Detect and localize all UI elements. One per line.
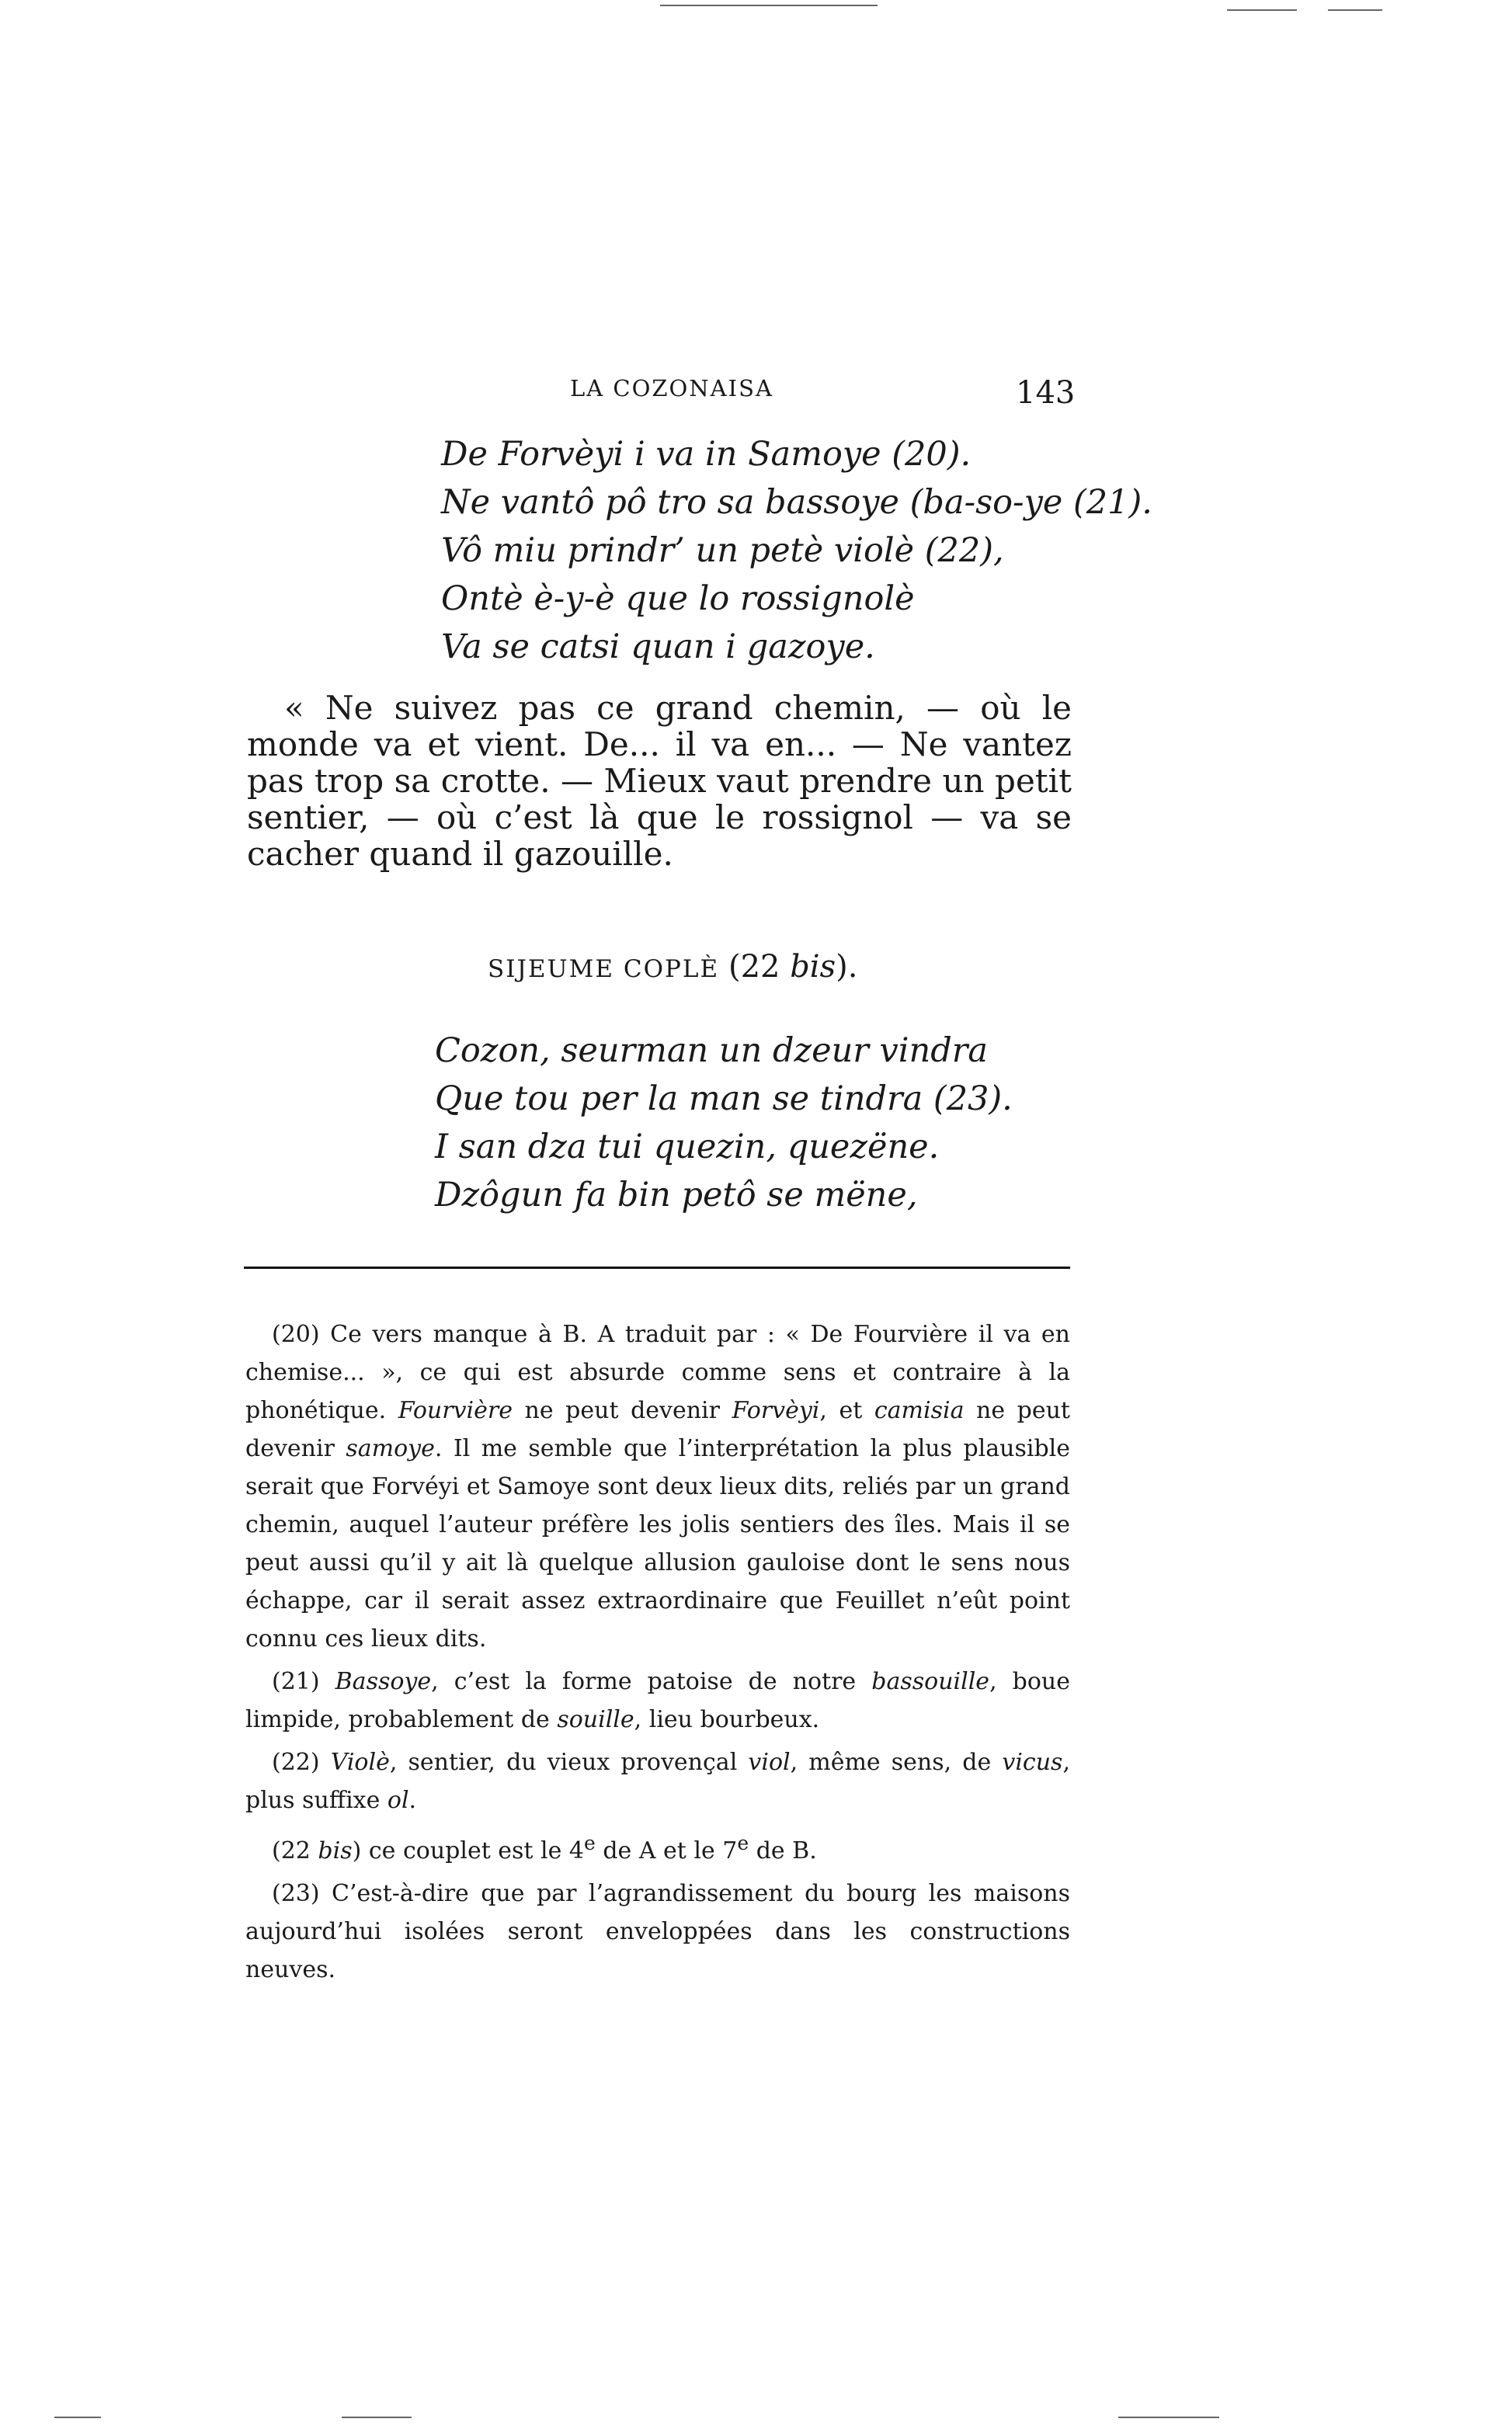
footnote-22-bis-part: de A et le 7 bbox=[595, 1837, 738, 1864]
footnote-22-bis-part: de B. bbox=[749, 1837, 817, 1864]
verse-line: Cozon, seurman un dzeur vindra bbox=[435, 1031, 988, 1070]
scan-artifact-top-1 bbox=[660, 5, 878, 6]
footnote-21-part: , c’est la forme patoise de notre bbox=[431, 1668, 872, 1695]
footnote-22-part: (22) bbox=[272, 1749, 331, 1776]
footnote-21-part: , lieu bourbeux. bbox=[634, 1706, 820, 1733]
scan-artifact-top-3 bbox=[1328, 9, 1382, 11]
footnote-20-term: camisia bbox=[874, 1397, 965, 1424]
footnote-22-bis-superscript: e bbox=[737, 1832, 749, 1854]
footnote-rule bbox=[244, 1267, 1070, 1269]
footnote-22 bbox=[245, 1743, 1070, 1819]
verse-line: Va se catsi quan i gazoye. bbox=[441, 627, 875, 666]
footnote-22-part: . bbox=[408, 1787, 417, 1814]
footnote-20 bbox=[245, 1315, 1070, 1658]
footnote-22-bis-superscript: e bbox=[584, 1832, 596, 1854]
footnotes bbox=[245, 1315, 1070, 1993]
footnote-22-bis-term: bis bbox=[318, 1837, 353, 1864]
scan-artifact-bottom-2 bbox=[342, 2417, 412, 2418]
footnote-22-bis-part: ) ce couplet est le 4 bbox=[352, 1837, 584, 1864]
footnote-21-term: Bassoye bbox=[335, 1668, 432, 1695]
footnote-22-term: ol bbox=[387, 1787, 409, 1814]
footnote-22-bis bbox=[245, 1824, 1070, 1870]
footnote-22-term: viol bbox=[748, 1749, 791, 1776]
footnote-22-part: , même sens, de bbox=[790, 1749, 1003, 1776]
scan-artifact-top-2 bbox=[1227, 9, 1297, 11]
verse-line: Ontè è-y-è que lo rossignolè bbox=[441, 579, 915, 618]
section-heading-close: ). bbox=[836, 949, 858, 985]
footnote-20-term: Forvèyi bbox=[732, 1397, 820, 1424]
footnote-20-part: ne peut devenir bbox=[245, 1397, 1070, 1462]
translation-text: « Ne suivez pas ce grand chemin, — où le monde va et vient. De... il va en... — Ne vantez pas trop sa crotte. — Mieux vaut prendre un petit sentier, — où c’est là que le rossignol — va se cacher quand il gazouille. bbox=[247, 689, 1072, 873]
verse-line: Dzôgun fa bin petô se mëne, bbox=[435, 1176, 918, 1215]
footnote-22-term: Violè bbox=[330, 1749, 390, 1776]
section-heading-title: SIJEUME COPLÈ bbox=[488, 955, 720, 983]
footnote-21-term: souille bbox=[557, 1706, 634, 1733]
translation-paragraph bbox=[247, 690, 1072, 872]
scan-artifact-bottom-1 bbox=[54, 2417, 101, 2418]
footnote-21-term: bassouille bbox=[871, 1668, 990, 1695]
footnote-20-part: ne peut devenir bbox=[512, 1397, 732, 1424]
verse-line: Ne vantô pô tro sa bassoye (ba-so-ye (21). bbox=[441, 483, 1152, 522]
footnote-23: (23) C’est-à-dire que par l’agrandissement du bourg les maisons aujourd’hui isolées seront enveloppées dans les constructions neuves. bbox=[245, 1880, 1070, 1983]
footnote-21-part: (21) bbox=[272, 1668, 335, 1695]
running-title: LA COZONAISA bbox=[570, 375, 773, 401]
footnote-22-bis-part: (22 bbox=[272, 1837, 318, 1864]
page-number: 143 bbox=[1016, 375, 1076, 411]
footnote-20-part: , et bbox=[819, 1397, 874, 1424]
footnote-22-part: , sentier, du vieux provençal bbox=[389, 1749, 749, 1776]
footnote-20-part: . Il me semble que l’interprétation la plus plausible serait que Forvéyi et Samoye sont deux lieux dits, reliés par un grand chemin, auquel l’auteur préfère les jolis sentiers des îles. Mais il se peut aussi qu’il y ait là quelque allusion gauloise dont le sens nous échappe, car il serait assez extraordinaire que Feuillet n’eût point connu ces lieux dits. bbox=[245, 1435, 1070, 1652]
footnote-22-term: vicus bbox=[1002, 1749, 1063, 1776]
footnote-22-part: , plus suffixe bbox=[245, 1749, 1070, 1814]
footnote-20-part: (20) Ce vers manque à B. A traduit par : « De Fourvière il va en chemise... », ce qui est absurde comme sens et contraire à la phonétique. bbox=[245, 1321, 1070, 1424]
section-heading bbox=[488, 949, 857, 985]
verse-line: I san dza tui quezin, quezëne. bbox=[435, 1128, 940, 1166]
section-heading-number: (22 bbox=[728, 949, 791, 985]
scan-artifact-bottom-3 bbox=[1118, 2417, 1219, 2418]
footnote-21 bbox=[245, 1663, 1070, 1739]
footnote-20-term: samoye bbox=[346, 1435, 435, 1462]
footnote-21-part: , boue limpide, probablement de bbox=[245, 1668, 1070, 1733]
verse-line: De Forvèyi i va in Samoye (20). bbox=[441, 435, 972, 474]
verse-line: Que tou per la man se tindra (23). bbox=[435, 1079, 1013, 1118]
section-heading-bis: bis bbox=[790, 949, 836, 985]
footnote-20-term: Fourvière bbox=[398, 1397, 513, 1424]
verse-line: Vô miu prindr’ un petè violè (22), bbox=[441, 531, 1004, 570]
